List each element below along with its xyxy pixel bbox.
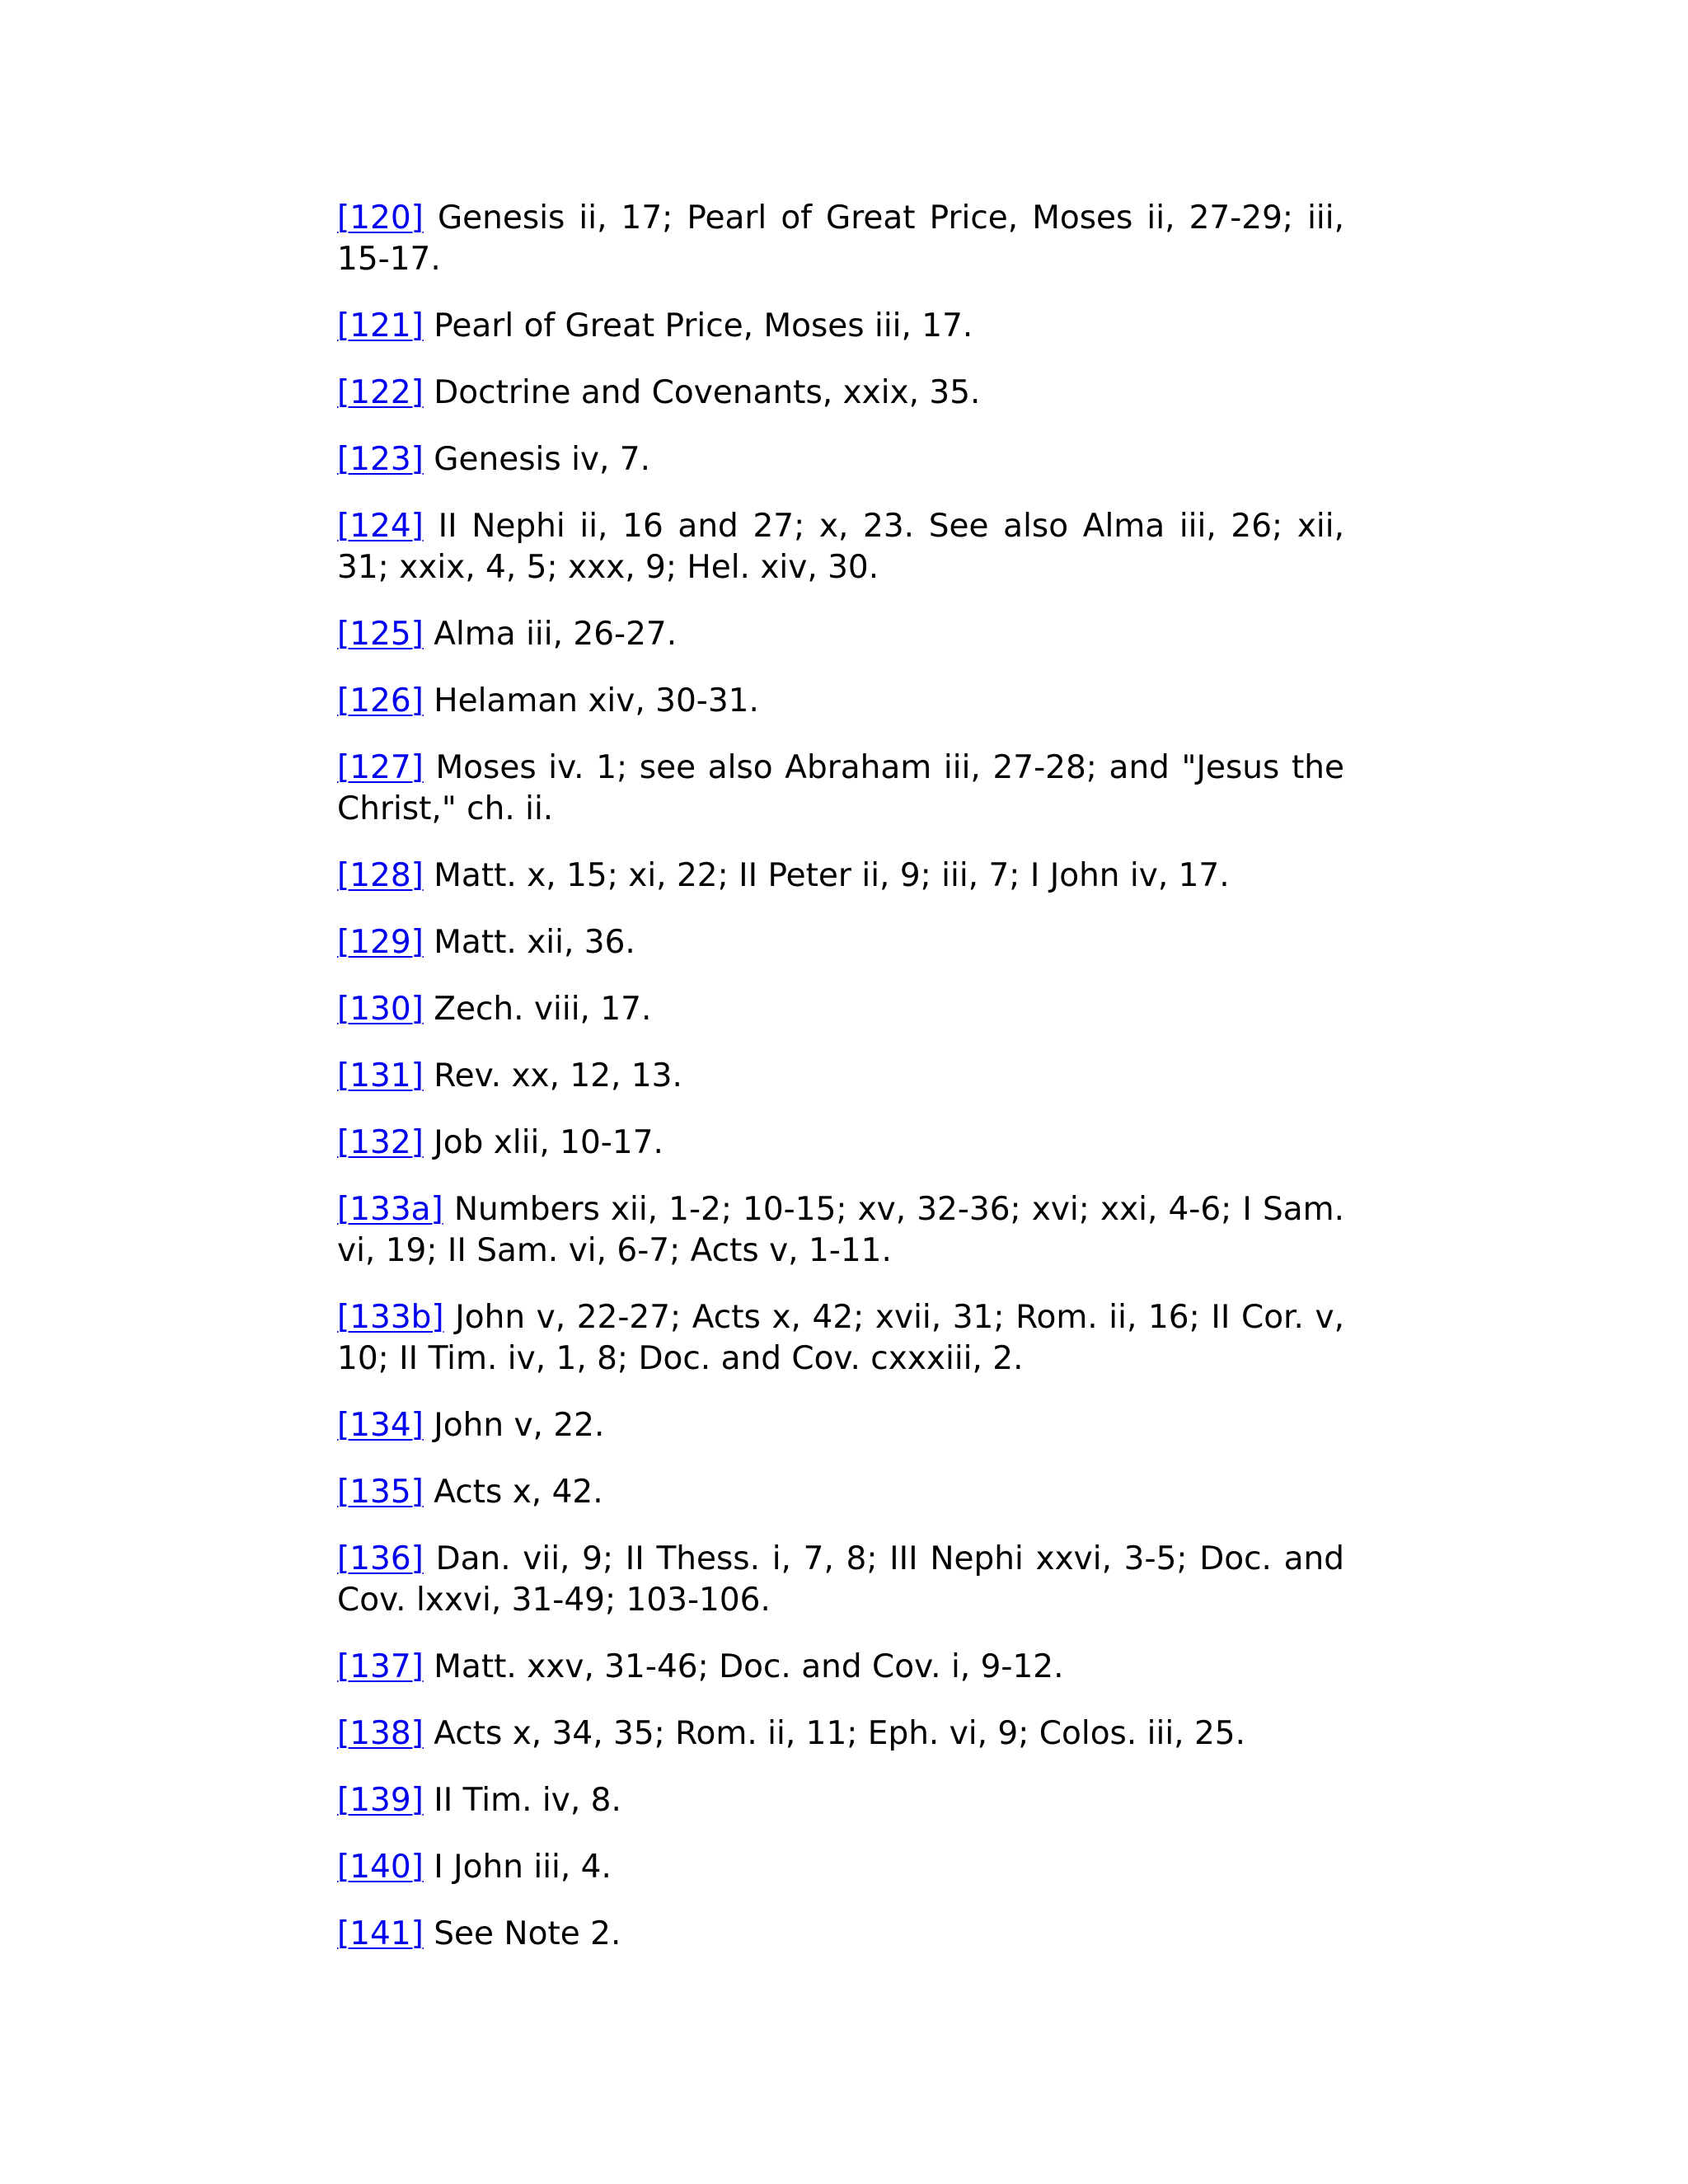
footnote-ref-link[interactable]: [125] bbox=[337, 616, 424, 653]
footnote bbox=[337, 1914, 1344, 1955]
footnote-text: Doctrine and Covenants, xxix, 35. bbox=[434, 374, 981, 411]
footnote-ref-link[interactable]: [128] bbox=[337, 857, 424, 894]
footnote-text: See Note 2. bbox=[434, 1915, 621, 1952]
footnote-text: Alma iii, 26-27. bbox=[434, 616, 678, 653]
footnote bbox=[337, 1056, 1344, 1097]
footnote-ref-link[interactable]: [138] bbox=[337, 1715, 424, 1752]
footnote-text: Dan. vii, 9; II Thess. i, 7, 8; III Nephi xxvi, 3-5; Doc. and Cov. lxxvi, 31-49; 103-106. bbox=[337, 1540, 1344, 1619]
footnote bbox=[337, 748, 1344, 830]
footnote-ref-link[interactable]: [132] bbox=[337, 1124, 424, 1161]
footnote bbox=[337, 1405, 1344, 1446]
footnote-text: Pearl of Great Price, Moses iii, 17. bbox=[434, 307, 973, 344]
footnote-text: Zech. viii, 17. bbox=[434, 991, 652, 1028]
footnote-ref-link[interactable]: [123] bbox=[337, 441, 424, 478]
footnote-ref-link[interactable]: [121] bbox=[337, 307, 424, 344]
footnote-ref-link[interactable]: [137] bbox=[337, 1648, 424, 1685]
footnote-text: Acts x, 42. bbox=[434, 1474, 603, 1511]
footnote-text: Genesis ii, 17; Pearl of Great Price, Moses ii, 27-29; iii, 15-17. bbox=[337, 199, 1344, 278]
footnote bbox=[337, 1539, 1344, 1621]
footnote bbox=[337, 1713, 1344, 1755]
footnote-ref-link[interactable]: [133b] bbox=[337, 1299, 444, 1336]
footnote-ref-link[interactable]: [140] bbox=[337, 1849, 424, 1886]
footnote-ref-link[interactable]: [139] bbox=[337, 1782, 424, 1819]
footnote-text: II Tim. iv, 8. bbox=[434, 1782, 621, 1819]
footnote-ref-link[interactable]: [126] bbox=[337, 682, 424, 719]
footnote-ref-link[interactable]: [124] bbox=[337, 508, 424, 545]
footnote bbox=[337, 506, 1344, 588]
footnote bbox=[337, 922, 1344, 963]
footnote bbox=[337, 1847, 1344, 1888]
footnote bbox=[337, 681, 1344, 722]
footnote-ref-link[interactable]: [131] bbox=[337, 1057, 424, 1094]
footnote bbox=[337, 1647, 1344, 1688]
footnote bbox=[337, 439, 1344, 480]
footnote-text: Genesis iv, 7. bbox=[434, 441, 650, 478]
footnote-ref-link[interactable]: [130] bbox=[337, 991, 424, 1028]
footnote-text: II Nephi ii, 16 and 27; x, 23. See also Alma iii, 26; xii, 31; xxix, 4, 5; xxx, 9; Hel. xiv, 30. bbox=[337, 508, 1344, 586]
footnote-text: Rev. xx, 12, 13. bbox=[434, 1057, 682, 1094]
footnote-text: Matt. xxv, 31-46; Doc. and Cov. i, 9-12. bbox=[434, 1648, 1064, 1685]
footnote-text: Job xlii, 10-17. bbox=[434, 1124, 663, 1161]
footnote-text: Moses iv. 1; see also Abraham iii, 27-28; and "Jesus the Christ," ch. ii. bbox=[337, 749, 1344, 827]
footnote bbox=[337, 198, 1344, 280]
footnote-text: Matt. xii, 36. bbox=[434, 924, 635, 961]
footnote-text: John v, 22. bbox=[434, 1407, 605, 1444]
footnote-ref-link[interactable]: [133a] bbox=[337, 1191, 443, 1228]
footnote-text: Acts x, 34, 35; Rom. ii, 11; Eph. vi, 9; Colos. iii, 25. bbox=[434, 1715, 1245, 1752]
footnote-ref-link[interactable]: [127] bbox=[337, 749, 424, 786]
footnote bbox=[337, 614, 1344, 655]
footnote-text: John v, 22-27; Acts x, 42; xvii, 31; Rom. ii, 16; II Cor. v, 10; II Tim. iv, 1, 8; Doc. and Cov. cxxxiii, 2. bbox=[337, 1299, 1344, 1377]
footnote-ref-link[interactable]: [141] bbox=[337, 1915, 424, 1952]
footnote bbox=[337, 306, 1344, 347]
footnote bbox=[337, 1189, 1344, 1272]
footnote-ref-link[interactable]: [122] bbox=[337, 374, 424, 411]
footnote-text: Numbers xii, 1-2; 10-15; xv, 32-36; xvi; xxi, 4-6; I Sam. vi, 19; II Sam. vi, 6-7; Acts v, 1-11. bbox=[337, 1191, 1344, 1269]
footnote-ref-link[interactable]: [120] bbox=[337, 199, 424, 237]
footnote-ref-link[interactable]: [129] bbox=[337, 924, 424, 961]
footnote-ref-link[interactable]: [136] bbox=[337, 1540, 424, 1577]
footnote-list bbox=[337, 198, 1344, 1980]
footnote-text: Matt. x, 15; xi, 22; II Peter ii, 9; iii, 7; I John iv, 17. bbox=[434, 857, 1230, 894]
footnote-ref-link[interactable]: [135] bbox=[337, 1474, 424, 1511]
footnote bbox=[337, 855, 1344, 897]
footnote bbox=[337, 989, 1344, 1030]
footnote bbox=[337, 1780, 1344, 1821]
footnote-text: I John iii, 4. bbox=[434, 1849, 612, 1886]
footnote bbox=[337, 1472, 1344, 1513]
footnote bbox=[337, 1297, 1344, 1380]
footnote-text: Helaman xiv, 30-31. bbox=[434, 682, 759, 719]
footnote bbox=[337, 373, 1344, 414]
footnote bbox=[337, 1122, 1344, 1164]
footnote-ref-link[interactable]: [134] bbox=[337, 1407, 424, 1444]
